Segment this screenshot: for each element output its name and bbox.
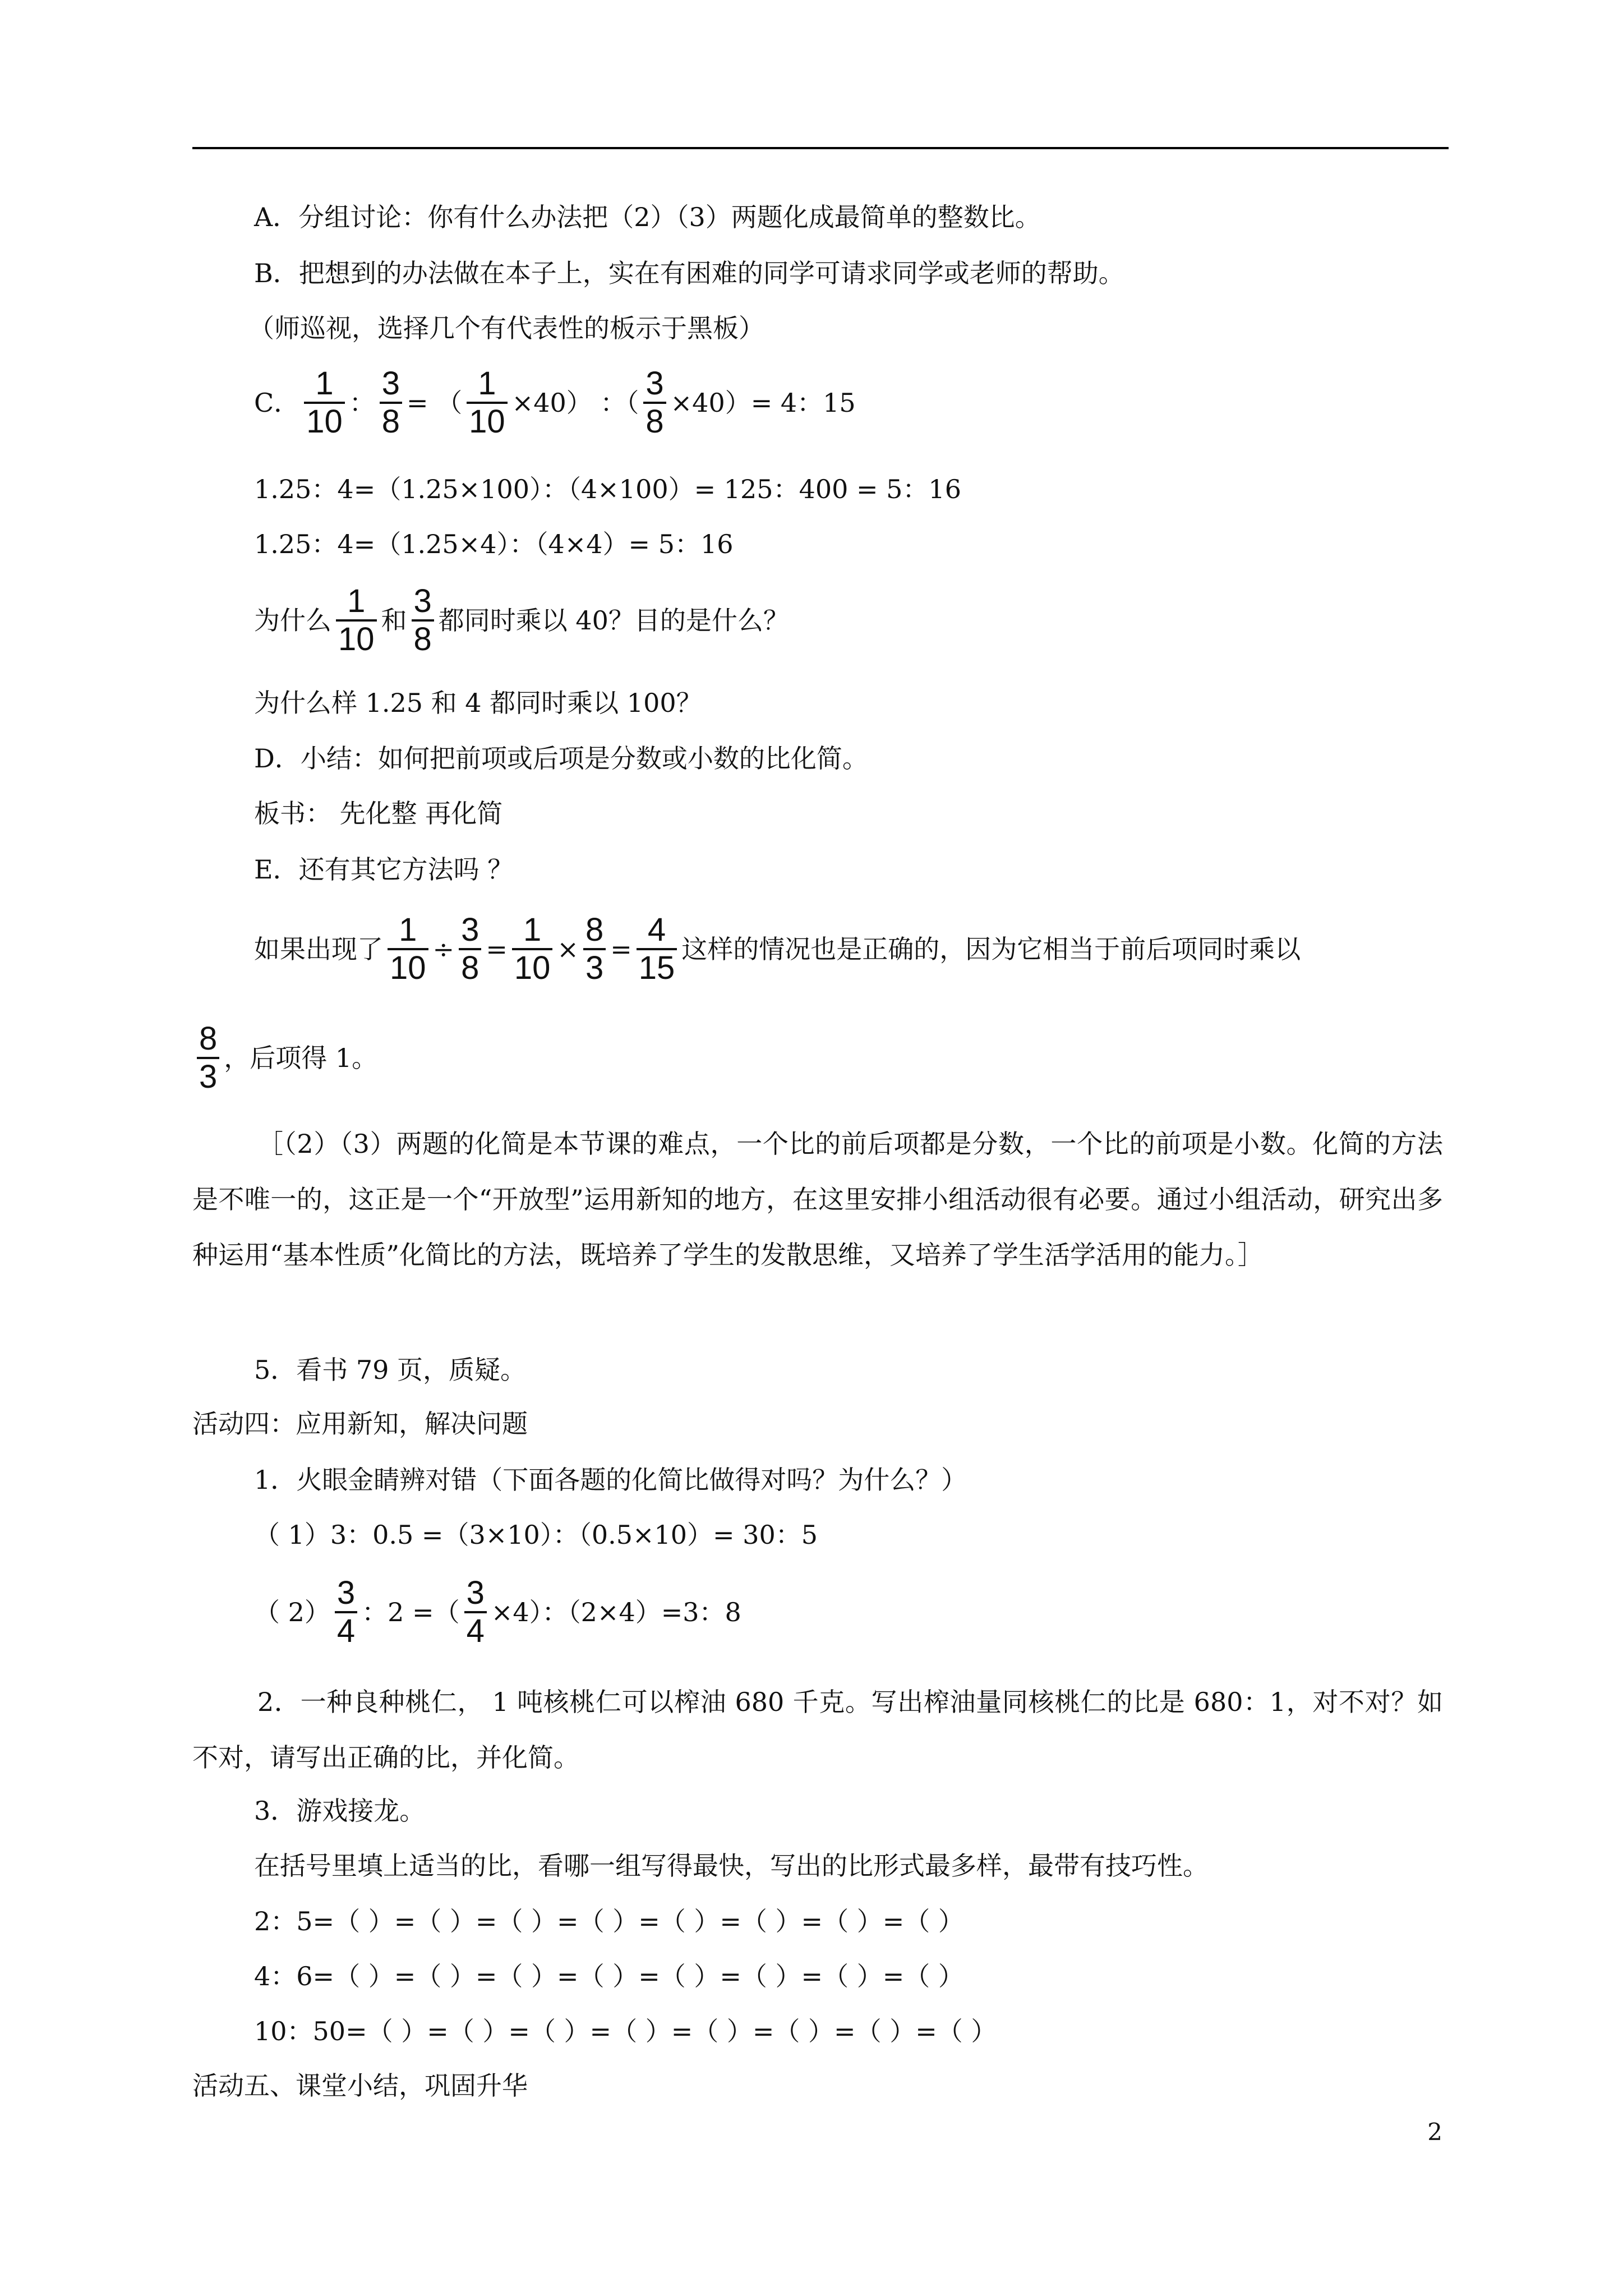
equation-text: ×40）= 4：15: [670, 388, 856, 418]
fraction-one-tenth: $\frac{1}{10}$: [336, 583, 377, 657]
equals-sign: =: [610, 934, 632, 964]
fraction-eight-thirds: $\frac{8}{3}$: [197, 1021, 219, 1095]
fraction-three-quarters: $\frac{3}{4}$: [464, 1575, 487, 1649]
question-1-part-2: （ 2） $\frac{3}{4}$ ：2 =（ $\frac{3}{4}$ ×4）：（2×4）=3：8: [254, 1575, 741, 1649]
question-why-100: 为什么样 1.25 和 4 都同时乘以 100？: [254, 688, 702, 718]
activity-5-heading: 活动五、课堂小结，巩固升华: [192, 2070, 528, 2101]
divide-sign: ÷: [432, 934, 455, 964]
fraction-one-tenth: $\frac{1}{10}$: [388, 912, 428, 986]
page-number: 2: [1427, 2118, 1442, 2146]
question-2: 2．一种良种桃仁， 1 吨核桃仁可以榨油 680 千克。写出榨油量同核桃仁的比是 680：1，对不对？如不对，请写出正确的比，并化简。: [192, 1687, 1443, 1773]
equation-text: ×40） ：（: [511, 388, 639, 418]
board-writing: 板书： 先化整 再化简: [254, 798, 503, 829]
fraction-three-eighths: $\frac{3}{8}$: [412, 583, 434, 657]
question-3-description: 在括号里填上适当的比，看哪一组写得最快，写出的比形式最多样，最带有技巧性。: [254, 1851, 1209, 1881]
equation-line: 1.25：4=（1.25×100）：（4×100）= 125：400 = 5：16: [254, 474, 961, 504]
step-e: E．还有其它方法吗 ？: [254, 854, 514, 885]
alternative-method-cont: $\frac{8}{3}$ ，后项得 1。: [192, 1021, 377, 1095]
step-5: 5．看书 79 页，质疑。: [254, 1355, 527, 1385]
equals-sign: =: [486, 934, 508, 964]
step-d: D．小结：如何把前项或后项是分数或小数的比化简。: [254, 743, 868, 774]
alternative-method: 如果出现了 $\frac{1}{10}$ ÷ $\frac{3}{8}$ = $\frac{1}{10}$ × $\frac{8}{3}$ = $\frac{4}{15}$ 这样的情况也是正确的，因为它相当于前后项同时乘以: [254, 912, 1301, 986]
fraction-three-quarters: $\frac{3}{4}$: [335, 1575, 357, 1649]
activity-4-heading: 活动四：应用新知，解决问题: [192, 1409, 528, 1439]
colon-sign: ：: [349, 388, 375, 418]
equation-text: = （: [406, 388, 463, 418]
game-row-1: 2：5=（ ）=（ ）=（ ）=（ ）=（ ）=（ ）=（ ）=（ ）: [254, 1906, 964, 1936]
teaching-commentary: ［（2）（3）两题的化简是本节课的难点，一个比的前后项都是分数，一个比的前项是小数。化简的方法是不唯一的，这正是一个“开放型”运用新知的地方，在这里安排小组活动很有必要。通过小组活动，研究出多种运用“基本性质”化简比的方法，既培养了学生的发散思维，又培养了学生活学活用的能力。］: [192, 1129, 1443, 1270]
question-1-part-1: （ 1）3：0.5 =（3×10）：（0.5×10）= 30：5: [254, 1520, 818, 1550]
fraction-eight-thirds: $\frac{8}{3}$: [583, 912, 606, 986]
fraction-one-tenth: $\frac{1}{10}$: [467, 366, 508, 440]
question-1: 1．火眼金睛辨对错（下面各题的化简比做得对吗？为什么？）: [254, 1465, 967, 1495]
step-b: B．把想到的办法做在本子上，实在有困难的同学可请求同学或老师的帮助。: [254, 258, 1124, 288]
game-row-2: 4：6=（ ）=（ ）=（ ）=（ ）=（ ）=（ ）=（ ）=（ ）: [254, 1961, 964, 1991]
step-c-prefix: C．: [254, 388, 300, 418]
equation-line: 1.25：4=（1.25×4）：（4×4）= 5：16: [254, 529, 734, 559]
times-sign: ×: [557, 934, 579, 964]
fraction-three-eighths: $\frac{3}{8}$: [380, 366, 402, 440]
fraction-one-tenth: $\frac{1}{10}$: [304, 366, 345, 440]
game-row-3: 10：50=（ ）=（ ）=（ ）=（ ）=（ ）=（ ）=（ ）=（ ）: [254, 2016, 997, 2046]
question-why-40: 为什么 $\frac{1}{10}$ 和 $\frac{3}{8}$ 都同时乘以 40？目的是什么？: [254, 583, 789, 657]
question-3: 3．游戏接龙。: [254, 1796, 426, 1826]
step-a: A．分组讨论：你有什么办法把（2）（3）两题化成最简单的整数比。: [254, 202, 1041, 232]
step-c-equation: [254, 366, 856, 440]
fraction-three-eighths: $\frac{3}{8}$: [643, 366, 666, 440]
header-rule: [192, 147, 1449, 149]
fraction-three-eighths: $\frac{3}{8}$: [459, 912, 481, 986]
teacher-note: （师巡视，选择几个有代表性的板示于黑板）: [248, 313, 764, 343]
fraction-one-tenth: $\frac{1}{10}$: [512, 912, 553, 986]
fraction-four-fifteenths: $\frac{4}{15}$: [637, 912, 677, 986]
